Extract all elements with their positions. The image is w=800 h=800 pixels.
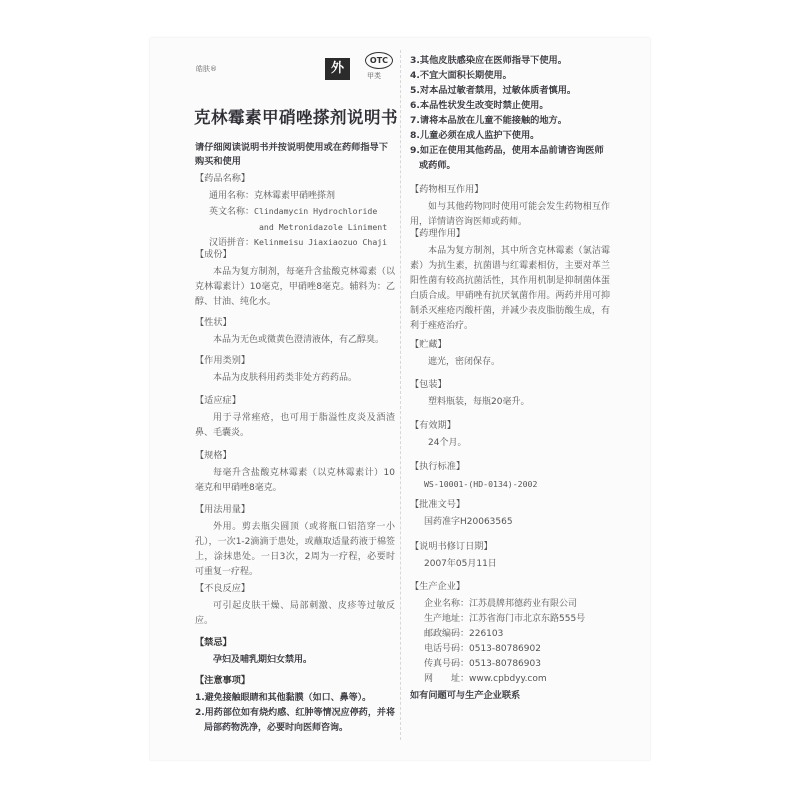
- precaution-item-7: 7.请将本品放在儿童不能接触的地方。: [410, 115, 567, 126]
- section-contraindications: [195, 634, 395, 668]
- pinyin-name: Kelinmeisu Jiaxiaozuo Chaji: [254, 237, 388, 247]
- precaution-item-8: 8.儿童必须在成人监护下使用。: [410, 130, 540, 141]
- section-package: [410, 376, 610, 410]
- section-specification: [195, 447, 395, 496]
- external-use-badge: 外: [325, 58, 350, 80]
- section-drug-name: [195, 170, 395, 251]
- section-body: 可引起皮肤干燥、局部刺激、皮疹等过敏反应。: [195, 601, 395, 626]
- section-heading: 【药理作用】: [410, 228, 466, 239]
- section-standard: [410, 458, 610, 492]
- production-address: 生产地址：江苏省海门市北京东路555号: [424, 614, 586, 624]
- section-adverse-reactions: [195, 580, 395, 629]
- section-heading: 【成份】: [195, 249, 232, 260]
- section-composition: [195, 246, 395, 310]
- section-heading: 【包装】: [410, 379, 447, 390]
- website: 网 址：www.cpbdyy.com: [424, 674, 547, 684]
- document-title: 克林霉素甲硝唑搽剂说明书: [194, 108, 398, 127]
- section-heading: 【性状】: [195, 317, 232, 328]
- section-body: 孕妇及哺乳期妇女禁用。: [213, 655, 313, 665]
- section-validity: [410, 417, 610, 451]
- column-divider: [400, 50, 401, 740]
- generic-name: 通用名称：克林霉素甲硝唑搽剂: [209, 191, 336, 201]
- section-body: 遮光，密闭保存。: [428, 357, 501, 367]
- section-usage: [195, 501, 395, 580]
- fax-number: 传真号码：0513-80786903: [424, 659, 541, 669]
- section-heading: 【药品名称】: [195, 173, 251, 184]
- precaution-item-1: 1.避免接触眼睛和其他黏膜（如口、鼻等）。: [195, 693, 372, 703]
- section-body: 本品为皮肤科用药类非处方药药品。: [213, 373, 358, 383]
- section-heading: 【生产企业】: [410, 581, 466, 592]
- otc-badge: OTC: [365, 52, 393, 69]
- section-body: 塑料瓶装，每瓶20毫升。: [428, 397, 530, 407]
- section-heading: 【不良反应】: [195, 583, 251, 594]
- precaution-item-3: 3.其他皮肤感染应在医师指导下使用。: [410, 55, 567, 66]
- section-pharmacology: [410, 225, 610, 334]
- section-category: [195, 352, 395, 386]
- section-heading: 【用法用量】: [195, 504, 251, 515]
- section-heading: 【药物相互作用】: [410, 184, 484, 195]
- postcode: 邮政编码：226103: [424, 629, 504, 639]
- section-storage: [410, 336, 610, 370]
- section-appearance: [195, 314, 395, 348]
- section-heading: 【贮藏】: [410, 339, 447, 350]
- phone-number: 电话号码：0513-80786902: [424, 644, 541, 654]
- precautions-continued: [410, 53, 610, 173]
- contact-footer-note: 如有问题可与生产企业联系: [410, 690, 521, 701]
- section-body: 外用。剪去瓶尖圆顶（或将瓶口铝箔穿一小孔），一次1-2滴滴于患处，或蘸取适量药液于棉签上，涂抹患处。一日3次，2周为一疗程，必要时可重复一疗程。: [195, 522, 395, 577]
- section-body: 每毫升含盐酸克林霉素（以克林霉素计）10毫克和甲硝唑8毫克。: [195, 468, 395, 493]
- section-body: 本品为复方制剂，每毫升含盐酸克林霉素（以克林霉素计）10毫克，甲硝唑8毫克。辅料为：乙醇、甘油、纯化水。: [195, 267, 395, 307]
- section-heading: 【执行标准】: [410, 461, 466, 472]
- section-body: 国药准字H20063565: [424, 517, 513, 527]
- precaution-item-2: 2.用药部位如有烧灼感、红肿等情况应停药，并将局部药物洗净，必要时向医师咨询。: [195, 708, 395, 733]
- section-body: 本品为无色或微黄色澄清液体，有乙醇臭。: [213, 335, 385, 345]
- company-name: 企业名称：江苏晨牌邦德药业有限公司: [424, 599, 578, 609]
- section-body: 2007年05月11日: [424, 559, 497, 569]
- precaution-item-9: 9.如正在使用其他药品，使用本品前请咨询医师或药师。: [410, 145, 604, 171]
- section-heading: 【适应症】: [195, 395, 241, 406]
- section-heading: 【有效期】: [410, 420, 456, 431]
- section-body: WS-10001-(HD-0134)-2002: [424, 479, 538, 489]
- english-name-line1: Clindamycin Hydrochloride: [254, 206, 378, 216]
- section-indications: [195, 392, 395, 441]
- section-heading: 【说明书修订日期】: [410, 541, 493, 552]
- pinyin-label: 汉语拼音：: [209, 238, 255, 248]
- section-approval: [410, 496, 610, 530]
- section-heading: 【注意事项】: [195, 675, 251, 686]
- english-name-label: 英文名称：: [209, 207, 255, 217]
- intro-notice: 请仔细阅读说明书并按说明使用或在药师指导下购买和使用: [195, 142, 388, 167]
- section-body: 本品为复方制剂，其中所含克林霉素（氯洁霉素）为抗生素，抗菌谱与红霉素相仿，主要对革兰阳性菌有较高抗菌活性，其作用机制是抑制菌体蛋白质合成。甲硝唑有抗厌氧菌作用。两药并用可抑制杀灭痤疮丙酸杆菌，并减少表皮脂肪酸生成，有利于痤疮治疗。: [410, 246, 610, 331]
- section-heading: 【批准文号】: [410, 499, 466, 510]
- section-body: 24个月。: [428, 438, 467, 448]
- precaution-item-4: 4.不宜大面积长期使用。: [410, 70, 512, 81]
- english-name-line2: and Metronidazole Liniment: [259, 222, 388, 232]
- brand-logo: 皓肤®: [196, 65, 217, 73]
- precaution-item-6: 6.本品性状发生改变时禁止使用。: [410, 100, 549, 111]
- section-manufacturer: [410, 578, 625, 687]
- section-revision-date: [410, 538, 610, 572]
- section-heading: 【规格】: [195, 450, 232, 461]
- section-interactions: [410, 181, 610, 230]
- section-heading: 【作用类别】: [195, 355, 251, 366]
- precaution-item-5: 5.对本品过敏者禁用，过敏体质者慎用。: [410, 85, 577, 96]
- section-precautions: [195, 672, 395, 736]
- section-body: 用于寻常痤疮，也可用于脂溢性皮炎及酒渣鼻、毛囊炎。: [195, 413, 395, 438]
- section-body: 如与其他药物同时使用可能会发生药物相互作用，详情请咨询医师或药师。: [410, 202, 610, 227]
- otc-class-label: 甲类: [367, 72, 381, 80]
- section-heading: 【禁忌】: [195, 637, 232, 648]
